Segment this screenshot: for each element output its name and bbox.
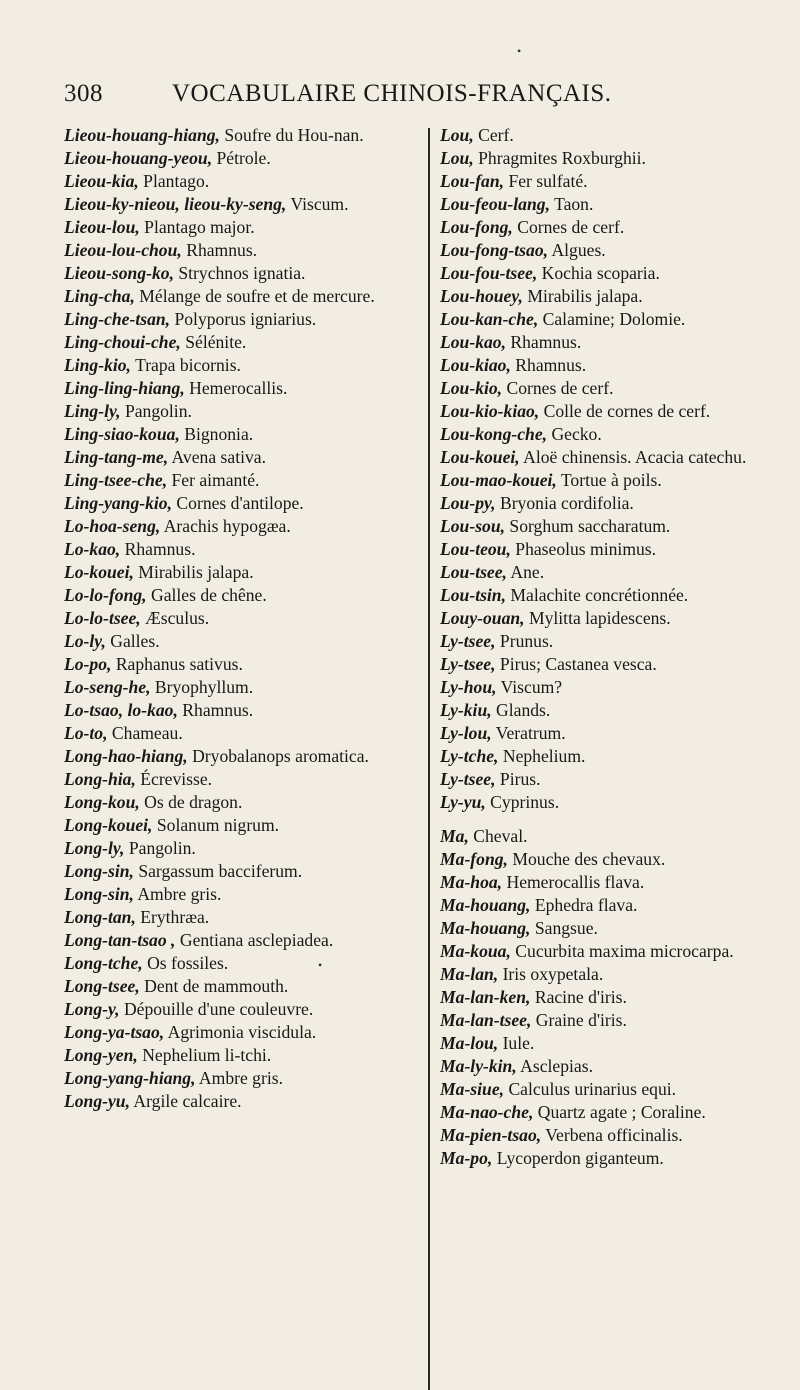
entry-headword: Lou-fong-tsao, [440, 240, 549, 260]
entry-headword: Long-sin, [64, 861, 134, 881]
dictionary-entry [440, 894, 758, 917]
dictionary-entry [64, 745, 420, 768]
entry-headword: Lo-lo-tsee, [64, 608, 141, 628]
dictionary-entry [64, 193, 420, 216]
entry-definition: Verbena officinalis. [545, 1125, 683, 1145]
dictionary-entry [64, 515, 420, 538]
entry-headword: Ly-lou, [440, 723, 492, 743]
entry-headword: Lou-tsee, [440, 562, 507, 582]
entry-headword: Ling-tang-me, [64, 447, 169, 467]
entry-headword: Lou-sou, [440, 516, 506, 536]
entry-definition: Cheval. [473, 826, 528, 846]
entry-headword: Ly-tche, [440, 746, 499, 766]
page-title: VOCABULAIRE CHINOIS-FRANÇAIS. [172, 80, 612, 107]
dictionary-entry [440, 1055, 758, 1078]
entry-headword: Long-kouei, [64, 815, 153, 835]
dictionary-entry [440, 722, 758, 745]
entry-definition: Rhamnus. [182, 700, 254, 720]
entry-definition: Rhamnus. [186, 240, 258, 260]
dictionary-entry [440, 1147, 758, 1170]
entry-definition: Os fossiles. [147, 953, 229, 973]
dictionary-entry [440, 285, 758, 308]
entry-definition: Nephelium. [502, 746, 586, 766]
entry-headword: Ly-tsee, [440, 631, 496, 651]
dictionary-entry [64, 676, 420, 699]
dictionary-entry [64, 1021, 420, 1044]
entry-headword: Lou-teou, [440, 539, 511, 559]
entry-definition: Cyprinus. [490, 792, 560, 812]
entry-headword: Lo-po, [64, 654, 112, 674]
entry-definition: Cornes de cerf. [506, 378, 614, 398]
print-mark: • [517, 44, 522, 58]
entry-definition: Fer sulfaté. [508, 171, 588, 191]
entry-definition: Phragmites Roxburghii. [478, 148, 646, 168]
entry-definition: Ambre gris. [137, 884, 222, 904]
entry-headword: Lo-hoa-seng, [64, 516, 161, 536]
dictionary-entry [440, 377, 758, 400]
entry-definition: Plantago. [143, 171, 210, 191]
entry-headword: Lou, [440, 148, 474, 168]
dictionary-entry [64, 285, 420, 308]
entry-definition: Erythræa. [140, 907, 210, 927]
entry-definition: Gentiana asclepiadea. [179, 930, 334, 950]
dictionary-entry [64, 331, 420, 354]
entry-definition: Tortue à poils. [560, 470, 662, 490]
entry-headword: Ma-po, [440, 1148, 493, 1168]
dictionary-entry [64, 400, 420, 423]
entry-definition: Ane. [510, 562, 545, 582]
entry-definition: Sorghum saccharatum. [509, 516, 671, 536]
entry-headword: Lo-ly, [64, 631, 106, 651]
entry-headword: Lieou-song-ko, [64, 263, 174, 283]
dictionary-entry [64, 216, 420, 239]
entry-headword: Ma-lan-ken, [440, 987, 531, 1007]
dictionary-entry [64, 906, 420, 929]
entry-definition: Plantago major. [144, 217, 255, 237]
entry-definition: Chameau. [111, 723, 183, 743]
entry-definition: Algues. [551, 240, 606, 260]
dictionary-entry [64, 377, 420, 400]
entry-definition: Mylitta lapidescens. [528, 608, 671, 628]
entry-definition: Agrimonia viscidula. [167, 1022, 317, 1042]
dictionary-entry [440, 446, 758, 469]
entry-definition: Mirabilis jalapa. [138, 562, 254, 582]
entry-headword: Lo-kouei, [64, 562, 134, 582]
entry-definition: Bignonia. [184, 424, 254, 444]
entry-definition: Ephedra flava. [534, 895, 638, 915]
print-mark: • [318, 958, 323, 972]
entry-definition: Dryobalanops aromatica. [192, 746, 369, 766]
dictionary-entry [64, 998, 420, 1021]
entry-headword: Lo-to, [64, 723, 108, 743]
dictionary-entry [64, 1044, 420, 1067]
entry-headword: Ma-koua, [440, 941, 511, 961]
dictionary-entry [64, 722, 420, 745]
dictionary-entry [440, 871, 758, 894]
entry-headword: Lo-seng-he, [64, 677, 151, 697]
dictionary-entry [64, 492, 420, 515]
entry-headword: Lou-fong, [440, 217, 513, 237]
dictionary-entry [64, 423, 420, 446]
dictionary-entry [440, 917, 758, 940]
entry-definition: Hemerocallis. [189, 378, 288, 398]
dictionary-entry [440, 940, 758, 963]
dictionary-entry [440, 170, 758, 193]
dictionary-entry [440, 825, 758, 848]
dictionary-entry [64, 239, 420, 262]
entry-headword: Ma-nao-che, [440, 1102, 534, 1122]
entry-headword: Ly-tsee, [440, 654, 496, 674]
entry-definition: Taon. [554, 194, 594, 214]
dictionary-entry [440, 607, 758, 630]
entry-headword: Ling-kio, [64, 355, 131, 375]
entry-headword: Lou-fou-tsee, [440, 263, 538, 283]
dictionary-entry [440, 354, 758, 377]
dictionary-entry [440, 561, 758, 584]
entry-headword: Lieou-houang-hiang, [64, 125, 220, 145]
dictionary-entry [64, 952, 420, 975]
entry-definition: Arachis hypogæa. [163, 516, 291, 536]
entry-definition: Cornes d'antilope. [176, 493, 304, 513]
entry-definition: Calamine; Dolomie. [542, 309, 686, 329]
right-column [440, 124, 758, 1170]
dictionary-entry [64, 147, 420, 170]
entry-definition: Soufre du Hou-nan. [224, 125, 364, 145]
entry-definition: Pangolin. [124, 401, 192, 421]
entry-definition: Mélange de soufre et de mercure. [139, 286, 375, 306]
entry-headword: Ly-tsee, [440, 769, 496, 789]
dictionary-entry [64, 699, 420, 722]
entry-definition: Bryonia cordifolia. [499, 493, 634, 513]
entry-definition: Strychnos ignatia. [178, 263, 306, 283]
dictionary-entry [440, 147, 758, 170]
dictionary-entry [64, 768, 420, 791]
dictionary-entry [64, 860, 420, 883]
dictionary-entry [440, 653, 758, 676]
entry-definition: Sargassum bacciferum. [138, 861, 303, 881]
entry-headword: Ma-houang, [440, 895, 531, 915]
entry-headword: Ly-kiu, [440, 700, 492, 720]
entry-headword: Ma-houang, [440, 918, 531, 938]
dictionary-entry [440, 216, 758, 239]
dictionary-entry [64, 814, 420, 837]
entry-definition: Colle de cornes de cerf. [543, 401, 711, 421]
entry-definition: Mirabilis jalapa. [527, 286, 643, 306]
dictionary-entry [440, 584, 758, 607]
entry-definition: Racine d'iris. [534, 987, 627, 1007]
dictionary-entry [64, 308, 420, 331]
dictionary-entry [440, 986, 758, 1009]
entry-definition: Cerf. [478, 125, 514, 145]
entry-definition: Graine d'iris. [535, 1010, 627, 1030]
dictionary-entry [64, 653, 420, 676]
entry-headword: Lou-kouei, [440, 447, 520, 467]
entry-definition: Quartz agate ; Coraline. [537, 1102, 706, 1122]
dictionary-entry [440, 699, 758, 722]
entry-headword: Lieou-houang-yeou, [64, 148, 213, 168]
entry-headword: Long-sin, [64, 884, 134, 904]
entry-headword: Long-hao-hiang, [64, 746, 188, 766]
page-number: 308 [64, 80, 103, 107]
entry-headword: Lou-mao-kouei, [440, 470, 557, 490]
entry-definition: Galles de chêne. [151, 585, 267, 605]
dictionary-entry [440, 400, 758, 423]
entry-definition: Fer aimanté. [171, 470, 260, 490]
entry-definition: Avena sativa. [171, 447, 266, 467]
dictionary-entry [440, 1124, 758, 1147]
entry-definition: Nephelium li-tchi. [142, 1045, 272, 1065]
dictionary-entry [64, 1090, 420, 1113]
entry-headword: Long-tan-tsao , [64, 930, 176, 950]
entry-definition: Raphanus sativus. [115, 654, 243, 674]
dictionary-entry [64, 584, 420, 607]
entry-definition: Hemerocallis flava. [506, 872, 645, 892]
dictionary-entry [440, 515, 758, 538]
entry-definition: Pirus; Castanea vesca. [499, 654, 657, 674]
entry-headword: Ling-siao-koua, [64, 424, 180, 444]
entry-definition: Aloë chinensis. Acacia catechu. [523, 447, 747, 467]
dictionary-entry [64, 170, 420, 193]
entry-definition: Sangsue. [534, 918, 598, 938]
dictionary-entry [440, 262, 758, 285]
dictionary-entry [64, 124, 420, 147]
entry-definition: Viscum. [290, 194, 349, 214]
entry-headword: Lou-kao, [440, 332, 506, 352]
entry-definition: Rhamnus. [124, 539, 196, 559]
dictionary-entry [64, 469, 420, 492]
entry-definition: Gecko. [551, 424, 602, 444]
dictionary-entry [64, 883, 420, 906]
entry-headword: Lou-tsin, [440, 585, 506, 605]
dictionary-entry [440, 963, 758, 986]
entry-definition: Iris oxypetala. [502, 964, 604, 984]
entry-headword: Lo-kao, [64, 539, 121, 559]
entry-definition: Dent de mammouth. [144, 976, 289, 996]
entry-headword: Ma, [440, 826, 469, 846]
dictionary-entry [440, 193, 758, 216]
dictionary-entry [64, 1067, 420, 1090]
entry-headword: Lou-kong-che, [440, 424, 548, 444]
dictionary-entry [440, 848, 758, 871]
entry-definition: Rhamnus. [515, 355, 587, 375]
entry-definition: Viscum? [500, 677, 563, 697]
dictionary-entry [440, 538, 758, 561]
entry-headword: Lou-houey, [440, 286, 523, 306]
entry-definition: Galles. [110, 631, 160, 651]
entry-headword: Ling-ly, [64, 401, 121, 421]
entry-definition: Kochia scoparia. [541, 263, 660, 283]
dictionary-entry [64, 354, 420, 377]
dictionary-entry [440, 745, 758, 768]
entry-definition: Pirus. [499, 769, 541, 789]
entry-definition: Polyporus igniarius. [174, 309, 317, 329]
entry-headword: Ling-ling-hiang, [64, 378, 185, 398]
dictionary-entry [64, 791, 420, 814]
entry-definition: Trapa bicornis. [135, 355, 241, 375]
entry-headword: Lieou-lou, [64, 217, 140, 237]
entry-headword: Ma-hoa, [440, 872, 503, 892]
entry-headword: Ma-lan-tsee, [440, 1010, 532, 1030]
dictionary-entry [440, 331, 758, 354]
dictionary-entry [440, 1032, 758, 1055]
entry-headword: Lou-kio-kiao, [440, 401, 540, 421]
entry-definition: Phaseolus minimus. [515, 539, 657, 559]
entry-headword: Ly-yu, [440, 792, 486, 812]
entry-headword: Lou-fan, [440, 171, 505, 191]
dictionary-entry [64, 630, 420, 653]
dictionary-entry [64, 929, 420, 952]
entry-definition: Bryophyllum. [154, 677, 254, 697]
dictionary-entry [440, 423, 758, 446]
dictionary-entry [440, 239, 758, 262]
dictionary-entry [440, 630, 758, 653]
entry-definition: Pétrole. [216, 148, 271, 168]
entry-definition: Cornes de cerf. [517, 217, 625, 237]
dictionary-entry [440, 469, 758, 492]
entry-headword: Ling-yang-kio, [64, 493, 173, 513]
entry-headword: Lieou-kia, [64, 171, 139, 191]
dictionary-entry [64, 262, 420, 285]
entry-headword: Lou-py, [440, 493, 496, 513]
entry-headword: Louy-ouan, [440, 608, 525, 628]
entry-definition: Solanum nigrum. [156, 815, 280, 835]
entry-headword: Lou-kio, [440, 378, 503, 398]
dictionary-entry [64, 446, 420, 469]
entry-definition: Glands. [496, 700, 551, 720]
dictionary-entry [440, 676, 758, 699]
entry-headword: Lo-tsao, lo-kao, [64, 700, 178, 720]
entry-headword: Long-kou, [64, 792, 140, 812]
dictionary-entry [64, 607, 420, 630]
entry-definition: Argile calcaire. [133, 1091, 242, 1111]
left-column [64, 124, 420, 1113]
entry-headword: Ling-cha, [64, 286, 135, 306]
entry-headword: Ling-tsee-che, [64, 470, 168, 490]
dictionary-entry [440, 308, 758, 331]
entry-headword: Lou-kiao, [440, 355, 511, 375]
entry-definition: Ambre gris. [198, 1068, 283, 1088]
entry-definition: Os de dragon. [144, 792, 243, 812]
entry-headword: Long-ly, [64, 838, 125, 858]
entry-definition: Mouche des chevaux. [512, 849, 666, 869]
dictionary-entry [440, 1078, 758, 1101]
entry-definition: Calculus urinarius equi. [508, 1079, 677, 1099]
entry-definition: Prunus. [499, 631, 554, 651]
entry-headword: Ma-siue, [440, 1079, 505, 1099]
entry-definition: Lycoperdon giganteum. [496, 1148, 664, 1168]
entry-headword: Ma-lou, [440, 1033, 499, 1053]
running-header [64, 80, 754, 114]
column-divider [428, 128, 430, 1390]
entry-headword: Lou-feou-lang, [440, 194, 550, 214]
entry-headword: Ling-choui-che, [64, 332, 181, 352]
entry-definition: Æsculus. [145, 608, 210, 628]
entry-definition: Iule. [502, 1033, 535, 1053]
entry-headword: Long-tche, [64, 953, 143, 973]
entry-definition: Veratrum. [495, 723, 566, 743]
entry-headword: Lieou-ky-nieou, lieou-ky-seng, [64, 194, 287, 214]
dictionary-entry [440, 492, 758, 515]
entry-headword: Lou, [440, 125, 474, 145]
entry-headword: Long-yu, [64, 1091, 130, 1111]
entry-headword: Lou-kan-che, [440, 309, 539, 329]
entry-definition: Asclepias. [520, 1056, 593, 1076]
entry-definition: Sélénite. [185, 332, 247, 352]
entry-headword: Long-hia, [64, 769, 136, 789]
dictionary-entry [440, 768, 758, 791]
entry-definition: Écrevisse. [140, 769, 213, 789]
entry-headword: Long-tsee, [64, 976, 140, 996]
entry-headword: Long-yang-hiang, [64, 1068, 196, 1088]
dictionary-entry [440, 1101, 758, 1124]
entry-definition: Rhamnus. [510, 332, 582, 352]
dictionary-entry [64, 538, 420, 561]
dictionary-entry [440, 1009, 758, 1032]
entry-headword: Ly-hou, [440, 677, 497, 697]
entry-headword: Ma-ly-kin, [440, 1056, 517, 1076]
entry-headword: Ma-fong, [440, 849, 508, 869]
dictionary-entry [64, 837, 420, 860]
entry-headword: Lieou-lou-chou, [64, 240, 182, 260]
dictionary-entry [64, 975, 420, 998]
entry-headword: Long-yen, [64, 1045, 138, 1065]
dictionary-entry [440, 124, 758, 147]
entry-headword: Ma-lan, [440, 964, 499, 984]
entry-definition: Cucurbita maxima microcarpa. [515, 941, 734, 961]
entry-headword: Long-ya-tsao, [64, 1022, 165, 1042]
entry-headword: Ling-che-tsan, [64, 309, 171, 329]
dictionary-entry [440, 791, 758, 814]
entry-headword: Long-y, [64, 999, 120, 1019]
dictionary-entry [64, 561, 420, 584]
entry-definition: Pangolin. [128, 838, 196, 858]
entry-definition: Dépouille d'une couleuvre. [123, 999, 314, 1019]
entry-headword: Lo-lo-fong, [64, 585, 147, 605]
entry-headword: Long-tan, [64, 907, 136, 927]
entry-headword: Ma-pien-tsao, [440, 1125, 542, 1145]
entry-definition: Malachite concrétionnée. [510, 585, 689, 605]
